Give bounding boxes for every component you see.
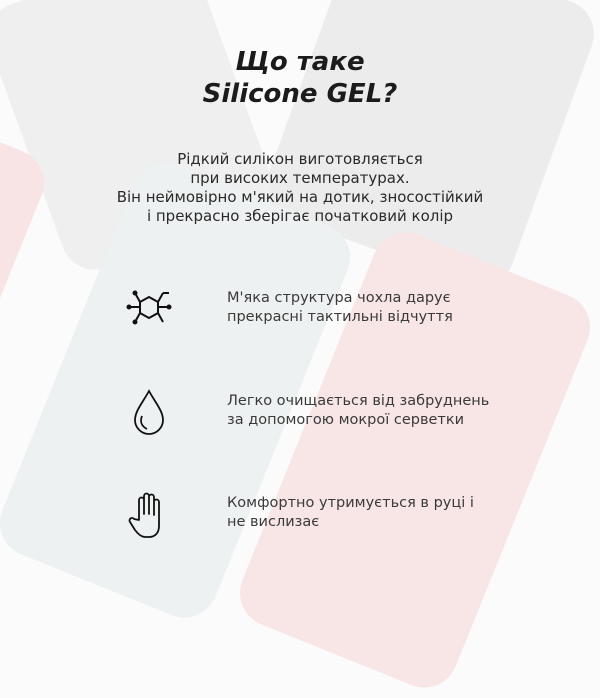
hand-icon [125, 490, 173, 540]
feature-line: М'яка структура чохла дарує [227, 290, 451, 306]
feature-line: Легко очищається від забруднень [227, 393, 490, 409]
feature-text [227, 494, 474, 532]
intro-line: Він неймовірно м'який на дотик, зносостійкий [116, 188, 484, 206]
feature-line: не вислизає [227, 514, 320, 530]
molecule-icon [125, 285, 173, 335]
feature-text [227, 289, 453, 327]
feature-comfortable-grip [125, 490, 525, 550]
feature-line: прекрасні тактильні відчуття [227, 309, 453, 325]
feature-text [227, 392, 489, 430]
intro-line: при високих температурах. [190, 169, 410, 187]
page-title [0, 46, 600, 110]
intro-line: Рідкий силікон виготовляється [177, 150, 423, 168]
title-line-1: Що таке [235, 47, 365, 77]
feature-easy-cleaning [125, 388, 525, 448]
feature-line: за допомогою мокрої серветки [227, 412, 465, 428]
feature-line: Комфортно утримується в руці і [227, 495, 474, 511]
intro-text [0, 150, 600, 226]
title-line-2: Silicone GEL? [202, 79, 398, 109]
water-drop-icon [125, 388, 173, 438]
feature-soft-structure [125, 285, 525, 345]
intro-line: і прекрасно зберігає початковий колір [146, 207, 454, 225]
